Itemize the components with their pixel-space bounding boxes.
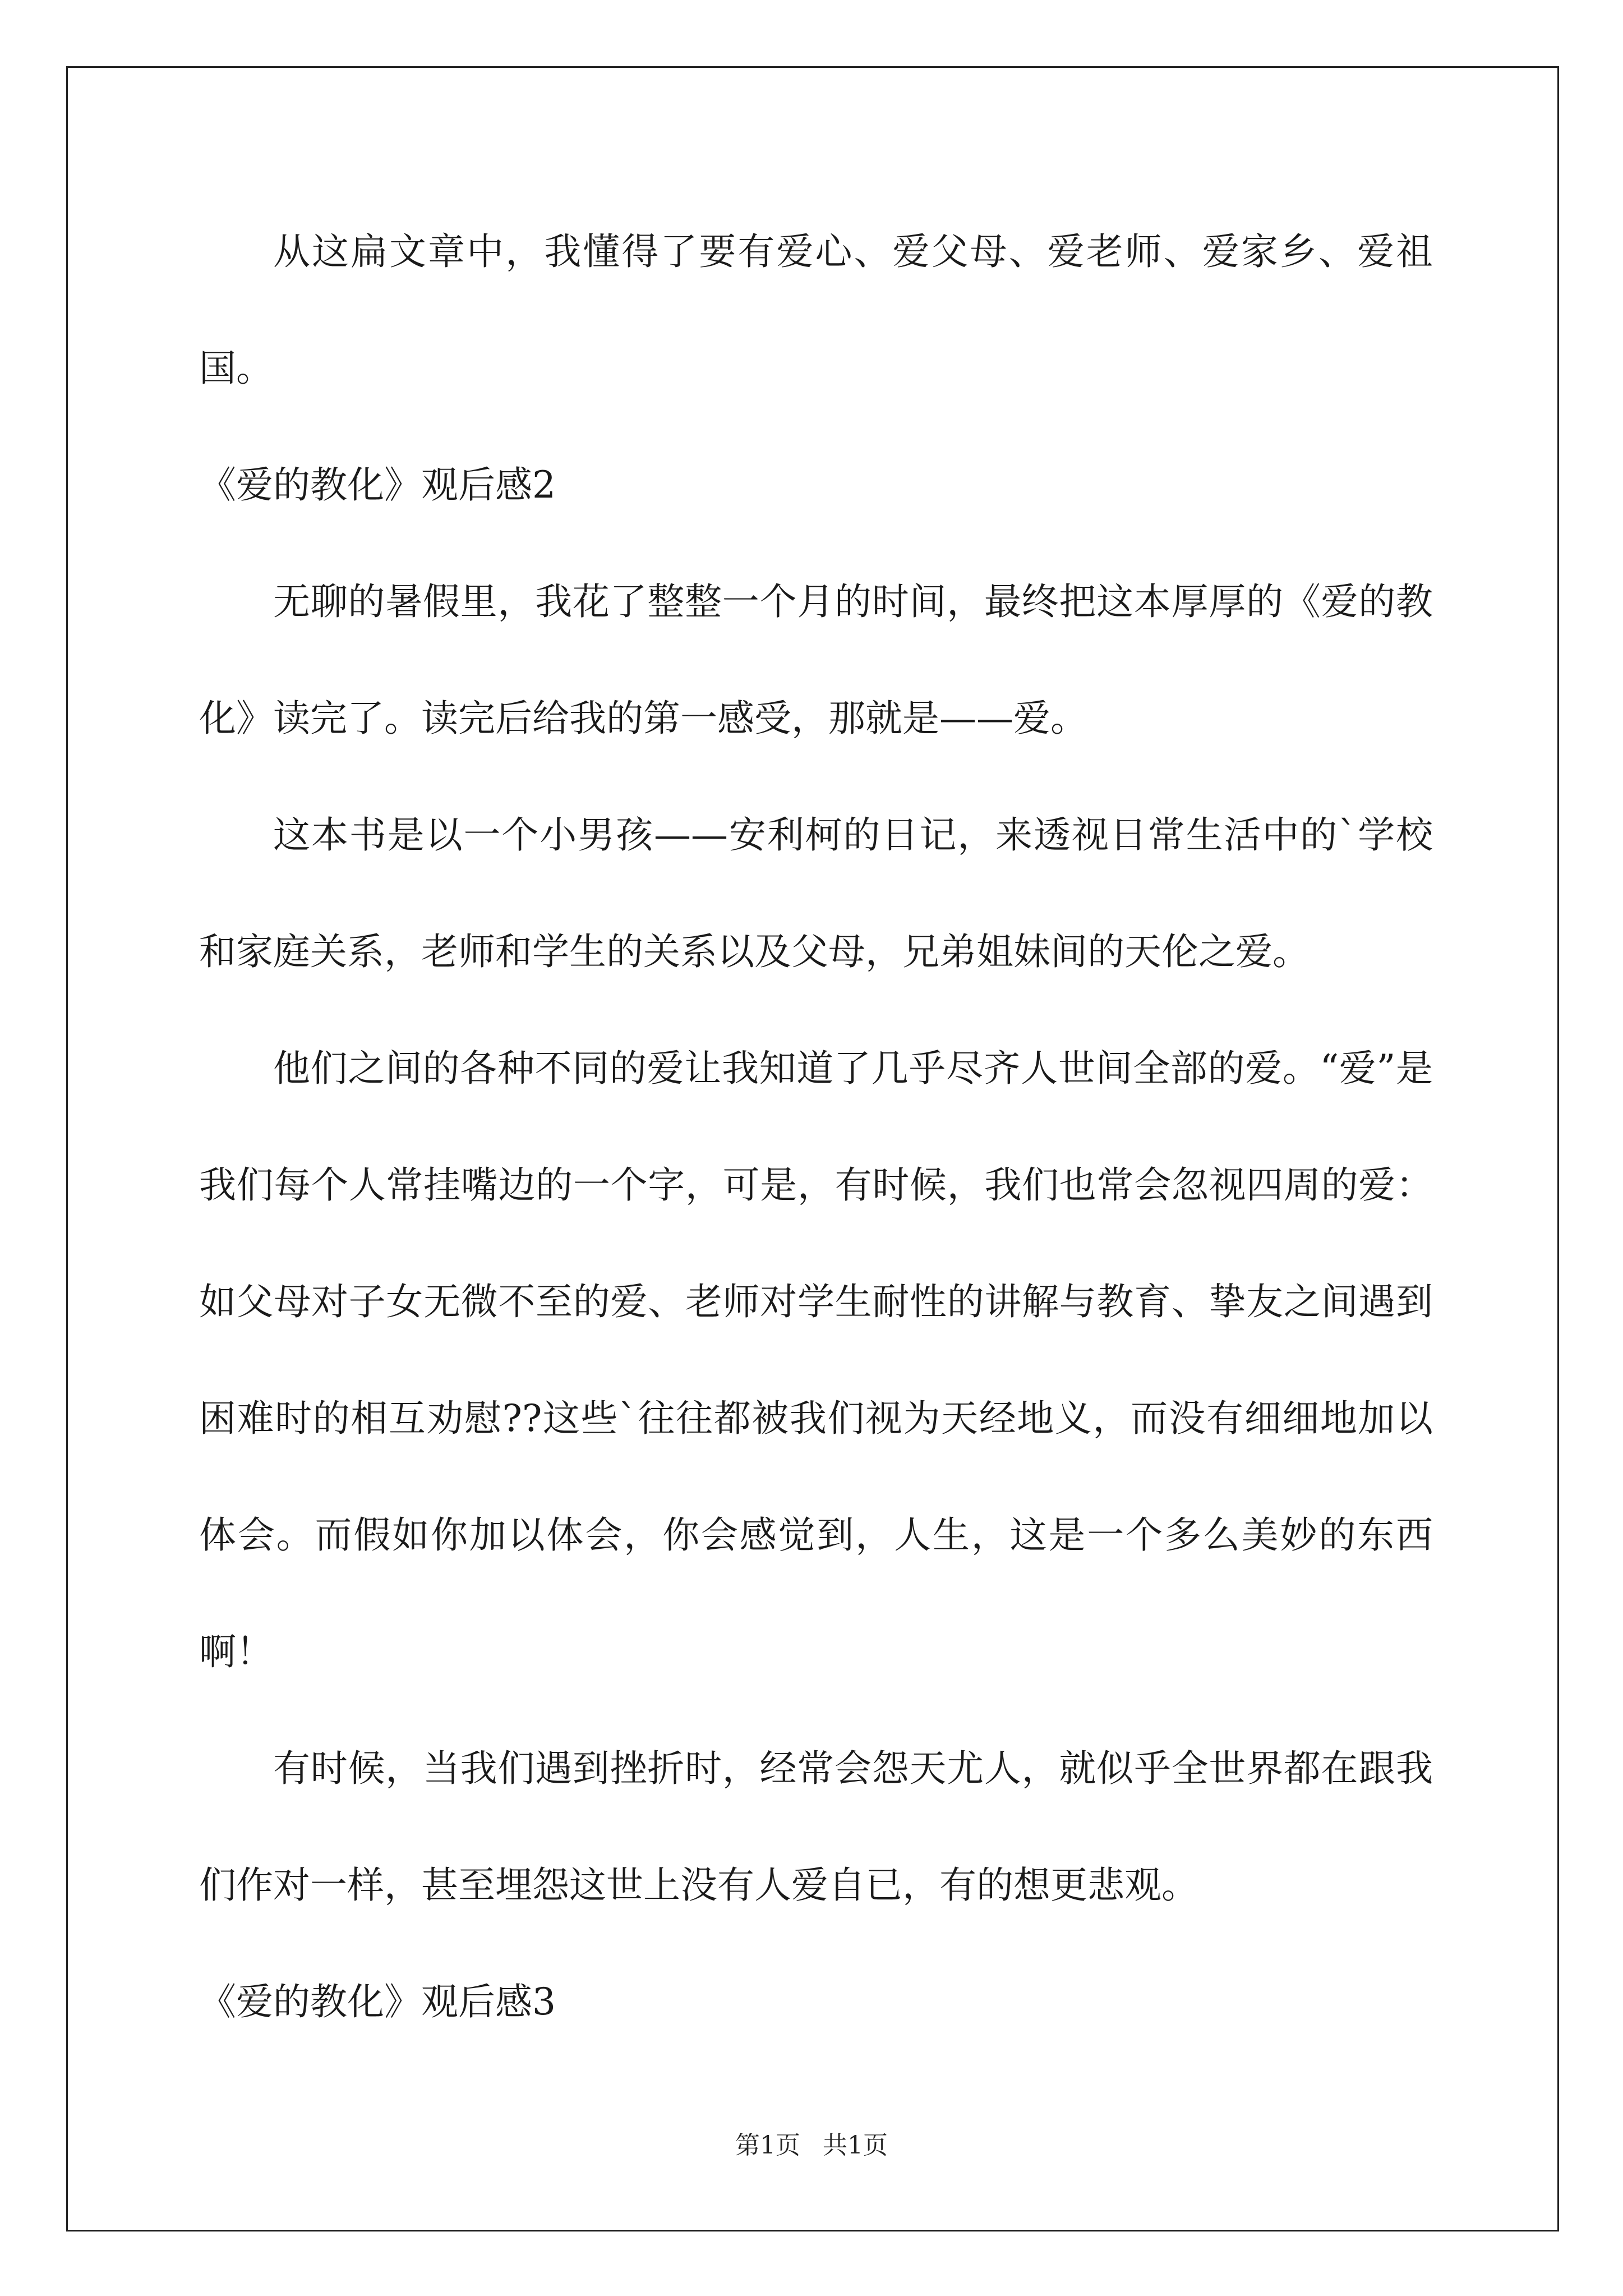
section-heading: 《爱的教化》观后感2	[199, 463, 556, 507]
page-total: 共1页	[823, 2131, 888, 2160]
paragraph: 从这扁文章中，我懂得了要有爱心、爱父母、爱老师、爱家乡、爱祖国。	[199, 230, 1433, 390]
document-body	[199, 194, 1433, 2060]
paragraph: 他们之间的各种不同的爱让我知道了几乎尽齐人世间全部的爱。“爱”是我们每个人常挂嘴边的一个字，可是，有时候，我们也常会忽视四周的爱：如父母对子女无微不至的爱、老师对学生耐性的讲解与教育、挚友之间遇到困难时的相互劝慰??这些`往往都被我们视为天经地义，而没有细细地加以体会。而假如你加以体会，你会感觉到，人生，这是一个多么美妙的东西啊！	[199, 1047, 1433, 1673]
page-number: 第1页	[735, 2131, 800, 2160]
paragraph: 无聊的暑假里，我花了整整一个月的时间，最终把这本厚厚的《爱的教化》读完了。读完后给我的第一感受，那就是——爱。	[199, 580, 1433, 740]
section-heading: 《爱的教化》观后感3	[199, 1980, 556, 2023]
paragraph: 这本书是以一个小男孩——安利柯的日记，来透视日常生活中的`学校和家庭关系，老师和学生的关系以及父母，兄弟姐妹间的天伦之爱。	[199, 813, 1433, 973]
paragraph: 有时候，当我们遇到挫折时，经常会怨天尤人，就似乎全世界都在跟我们作对一样，甚至埋怨这世上没有人爱自已，有的想更悲观。	[199, 1747, 1433, 1907]
page-footer	[0, 2129, 1623, 2162]
